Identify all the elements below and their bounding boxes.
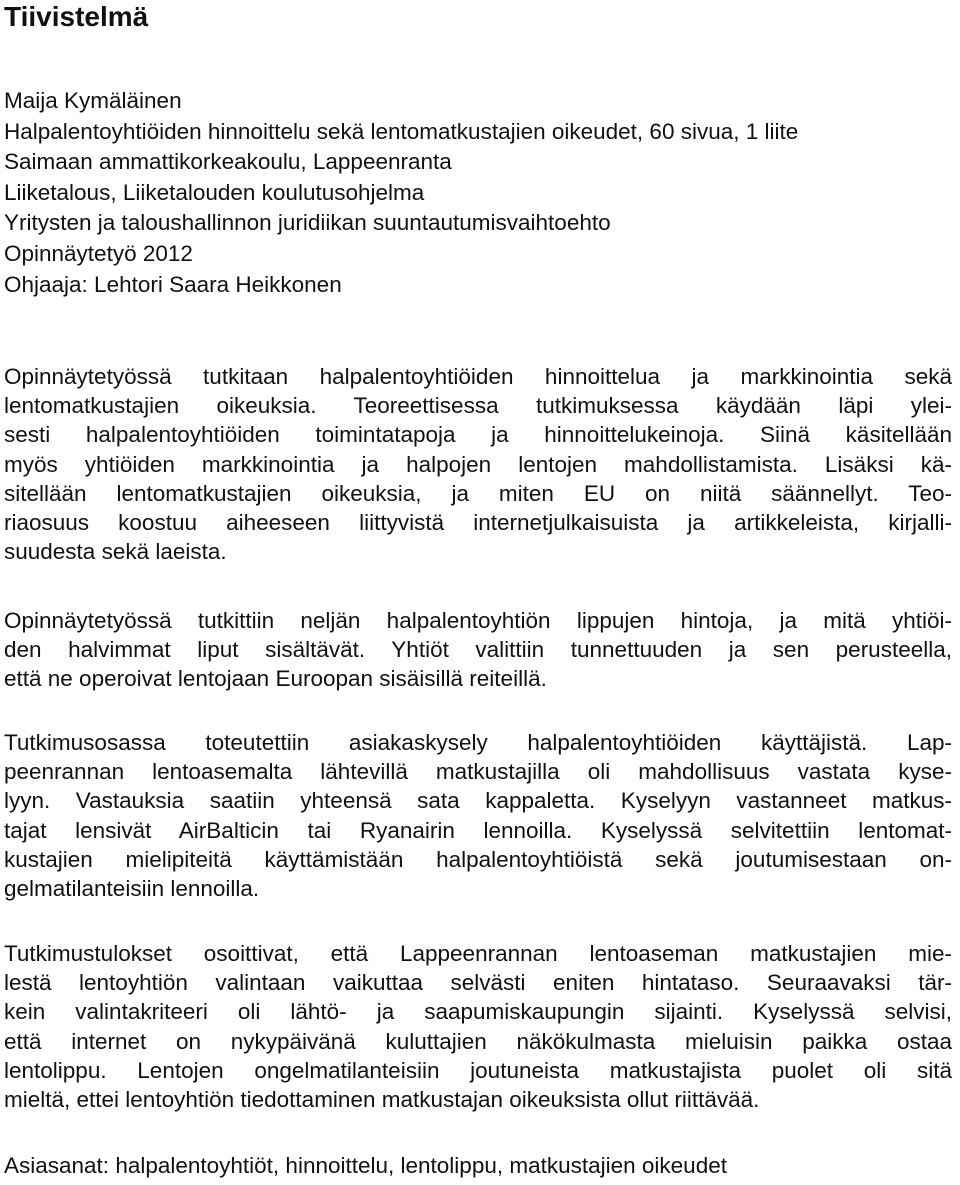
abstract-paragraph: [4, 939, 952, 1114]
thesis-year-line: Opinnäytetyö 2012: [4, 241, 193, 266]
paragraph-line: den halvimmat liput sisältävät. Yhtiöt valittiin tunnettuuden ja sen perusteella,: [4, 637, 952, 663]
abstract-paragraph: [4, 728, 952, 903]
paragraph-line: tajat lensivät AirBalticin tai Ryanairin lennoilla. Kyselyssä selvitettiin lentomat-: [4, 817, 952, 843]
paragraph-line: lestä lentoyhtiön valintaan vaikuttaa selvästi eniten hintataso. Seuraavaksi tär-: [4, 970, 952, 996]
specialisation-line: Yritysten ja taloushallinnon juridiikan suuntautumisvaihtoehto: [4, 210, 611, 235]
school-line: Saimaan ammattikorkeakoulu, Lappeenranta: [4, 149, 452, 174]
keywords-line: Asiasanat: halpalentoyhtiöt, hinnoittelu, lentolippu, matkustajien oikeudet: [4, 1153, 727, 1178]
paragraph-line: Opinnäytetyössä tutkittiin neljän halpalentoyhtiön lippujen hintoja, ja mitä yhtiöi-: [4, 608, 952, 633]
paragraph-line: lyyn. Vastauksia saatiin yhteensä sata kappaletta. Kyselyyn vastanneet matkus-: [4, 788, 952, 814]
paragraph-line: kustajien mielipiteitä käyttämistään halpalentoyhtiöistä sekä joutumisestaan on-: [4, 846, 952, 872]
paragraph-line: lentolippu. Lentojen ongelmatilanteisiin joutuneista matkustajista puolet oli sitä: [4, 1057, 952, 1083]
paragraph-line: kein valintakriteeri oli lähtö- ja saapumiskaupungin sijainti. Kyselyssä selvisi,: [4, 999, 952, 1025]
supervisor-line: Ohjaaja: Lehtori Saara Heikkonen: [4, 272, 342, 297]
paragraph-line: että ne operoivat lentojaan Euroopan sisäisillä reiteillä.: [4, 666, 547, 692]
paragraph-line: riaosuus koostuu aiheeseen liittyvistä internetjulkaisuista ja artikkeleista, kirjalli-: [4, 510, 952, 536]
paragraph-line: sesti halpalentoyhtiöiden toimintatapoja ja hinnoittelukeinoja. Siinä käsitellään: [4, 422, 952, 448]
paragraph-line: peenrannan lentoasemalta lähtevillä matkustajilla oli mahdollisuus vastata kyse-: [4, 759, 952, 785]
abstract-paragraph: [4, 362, 952, 566]
paragraph-line: Tutkimustulokset osoittivat, että Lappeenrannan lentoaseman matkustajien mie-: [4, 941, 952, 966]
paragraph-line: gelmatilanteisiin lennoilla.: [4, 876, 260, 902]
paragraph-line: Tutkimusosassa toteutettiin asiakaskysely halpalentoyhtiöiden käyttäjistä. Lap-: [4, 730, 952, 755]
abstract-paragraph: [4, 606, 952, 694]
paragraph-line: mieltä, ettei lentoyhtiön tiedottaminen matkustajan oikeuksista ollut riittävää.: [4, 1087, 760, 1113]
page-title: Tiivistelmä: [4, 1, 149, 32]
degree-programme-line: Liiketalous, Liiketalouden koulutusohjelma: [4, 180, 425, 205]
paragraph-line: lentomatkustajien oikeuksia. Teoreettisessa tutkimuksessa käydään läpi ylei-: [4, 393, 952, 419]
paragraph-line: Opinnäytetyössä tutkitaan halpalentoyhtiöiden hinnoittelua ja markkinointia sekä: [4, 364, 952, 389]
thesis-title-line: Halpalentoyhtiöiden hinnoittelu sekä lentomatkustajien oikeudet, 60 sivua, 1 liite: [4, 119, 799, 144]
author-name: Maija Kymäläinen: [4, 88, 182, 113]
paragraph-line: sitellään lentomatkustajien oikeuksia, ja miten EU on niitä säännellyt. Teo-: [4, 480, 952, 506]
paragraph-line: suudesta sekä laeista.: [4, 539, 227, 565]
paragraph-line: myös yhtiöiden markkinointia ja halpojen lentojen mahdollistamista. Lisäksi kä-: [4, 451, 952, 477]
paragraph-line: että internet on nykypäivänä kuluttajien näkökulmasta mieluisin paikka ostaa: [4, 1028, 952, 1054]
